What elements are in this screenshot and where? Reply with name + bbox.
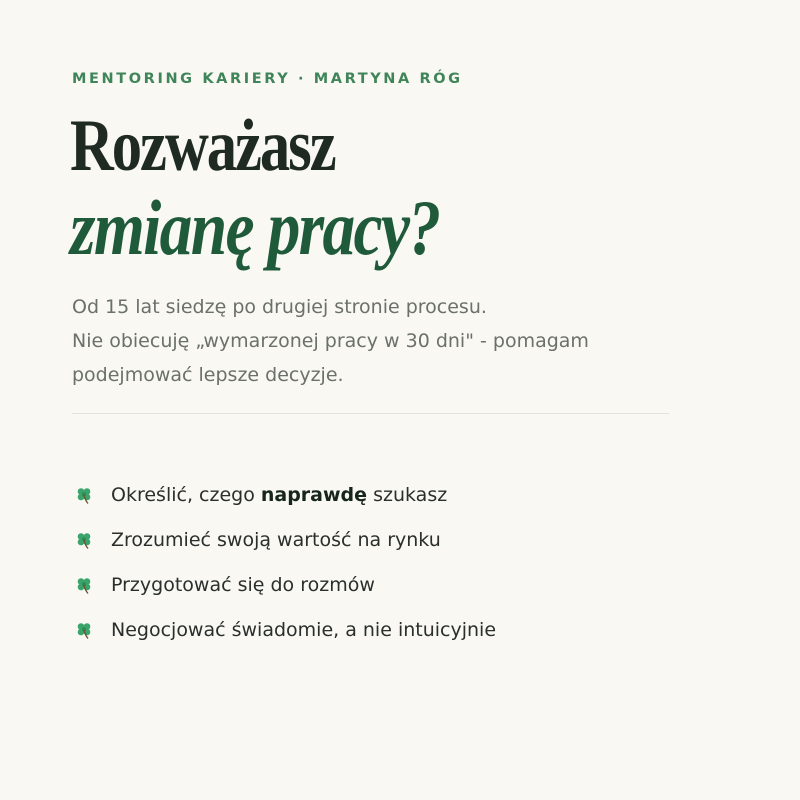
eyebrow-label: MENTORING KARIERY · MARTYNA RÓG bbox=[72, 71, 463, 87]
title-line-1: Rozważasz bbox=[70, 105, 335, 187]
benefit-text: Negocjować świadomie, a nie intuicyjnie bbox=[111, 618, 497, 641]
title-line-2: zmianę pracy? bbox=[70, 184, 440, 271]
benefit-emphasis: naprawdę bbox=[260, 483, 368, 506]
benefit-text: Określić, czego naprawdę szukasz bbox=[111, 483, 448, 506]
divider bbox=[72, 413, 669, 414]
four-leaf-clover-icon bbox=[74, 575, 94, 595]
intro-line-3: podejmować lepsze decyzje. bbox=[72, 364, 344, 386]
intro-line-1: Od 15 lat siedzę po drugiej stronie procesu. bbox=[72, 296, 487, 318]
benefits-list bbox=[74, 472, 496, 652]
benefit-text: Przygotować się do rozmów bbox=[111, 573, 375, 596]
list-item bbox=[74, 472, 496, 517]
four-leaf-clover-icon bbox=[74, 485, 94, 505]
list-item bbox=[74, 562, 496, 607]
intro-paragraph bbox=[72, 290, 692, 392]
list-item bbox=[74, 517, 496, 562]
four-leaf-clover-icon bbox=[74, 530, 94, 550]
benefit-text: Zrozumieć swoją wartość na rynku bbox=[111, 528, 441, 551]
four-leaf-clover-icon bbox=[74, 620, 94, 640]
list-item bbox=[74, 607, 496, 652]
intro-line-2: Nie obiecuję „wymarzonej pracy w 30 dni" - pomagam bbox=[72, 330, 589, 352]
